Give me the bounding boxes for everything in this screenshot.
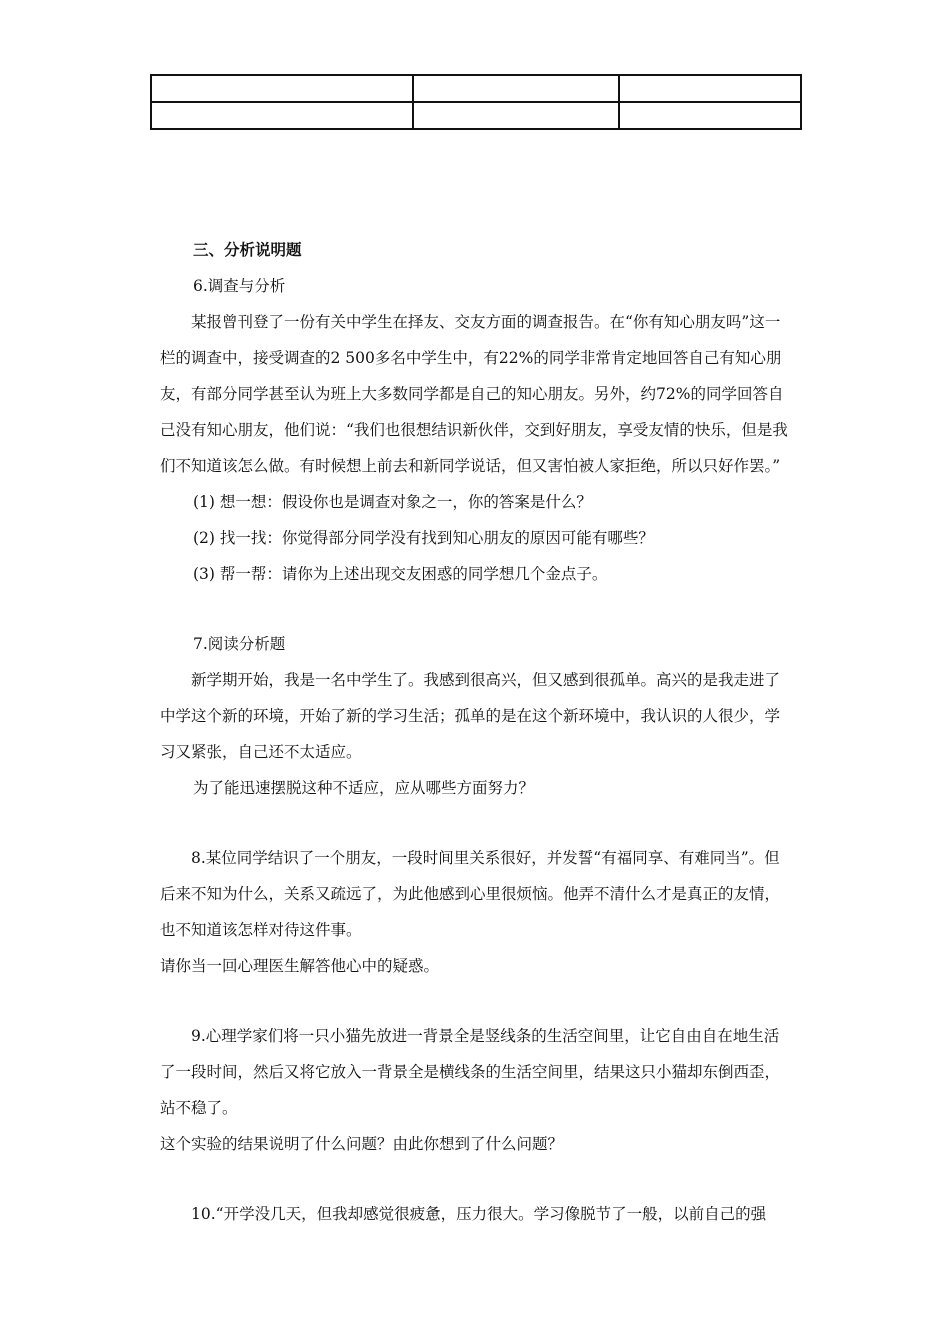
spacer: [160, 984, 792, 1018]
question-9-body: 9.心理学家们将一只小猫先放进一背景全是竖线条的生活空间里，让它自由自在地生活了一段时间，然后又将它放入一背景全是横线条的生活空间里，结果这只小猫却东倒西歪，站不稳了。: [160, 1027, 781, 1117]
answer-table: [150, 74, 802, 130]
question-6-sub2: (2) 找一找：你觉得部分同学没有找到知心朋友的原因可能有哪些？: [193, 529, 654, 547]
section-title: 三、分析说明题: [193, 240, 302, 259]
question-8-body: 8.某位同学结识了一个朋友，一段时间里关系很好，并发誓“有福同享、有难同当”。但后来不知为什么，关系又疏远了，为此他感到心里很烦恼。他弄不清什么才是真正的友情，也不知道该怎样对待这件事。: [160, 849, 781, 939]
table-row: [151, 102, 801, 129]
questions-content: [160, 232, 792, 1232]
question-6-sub3: (3) 帮一帮：请你为上述出现交友困惑的同学想几个金点子。: [193, 565, 608, 583]
table-cell: [619, 102, 801, 129]
table-cell: [151, 75, 413, 102]
table-cell: [413, 75, 619, 102]
question-6-sub1: (1) 想一想：假设你也是调查对象之一，你的答案是什么？: [193, 493, 592, 511]
question-6-title: 6.调查与分析: [193, 277, 286, 295]
question-7-question: 为了能迅速摆脱这种不适应，应从哪些方面努力？: [193, 779, 535, 797]
question-10-body: 10.“开学没几天，但我却感觉很疲惫，压力很大。学习像脱节了一般，以前自己的强: [191, 1205, 767, 1223]
table-cell: [413, 102, 619, 129]
question-7-body: 新学期开始，我是一名中学生了。我感到很高兴，但又感到很孤单。高兴的是我走进了中学这个新的环境，开始了新的学习生活；孤单的是在这个新环境中，我认识的人很少，学习又紧张，自己还不太适应。: [160, 671, 781, 761]
spacer: [160, 592, 792, 626]
question-6-body: 某报曾刊登了一份有关中学生在择友、交友方面的调查报告。在“你有知心朋友吗”这一栏的调查中，接受调查的2 500多名中学生中，有22%的同学非常肯定地回答自己有知心朋友，有部分同学甚至认为班上大多数同学都是自己的知心朋友。另外，约72%的同学回答自己没有知心朋友，他们说：“我们也很想结识新伙伴，交到好朋友，享受友情的快乐，但是我们不知道该怎么做。有时候想上前去和新同学说话，但又害怕被人家拒绝，所以只好作罢。”: [160, 313, 788, 475]
spacer: [160, 806, 792, 840]
table-cell: [151, 102, 413, 129]
spacer: [160, 1162, 792, 1196]
question-8-question: 请你当一回心理医生解答他心中的疑惑。: [160, 957, 440, 975]
question-7-title: 7.阅读分析题: [193, 635, 286, 653]
question-9-question: 这个实验的结果说明了什么问题？由此你想到了什么问题？: [160, 1135, 564, 1153]
table-row: [151, 75, 801, 102]
table-cell: [619, 75, 801, 102]
